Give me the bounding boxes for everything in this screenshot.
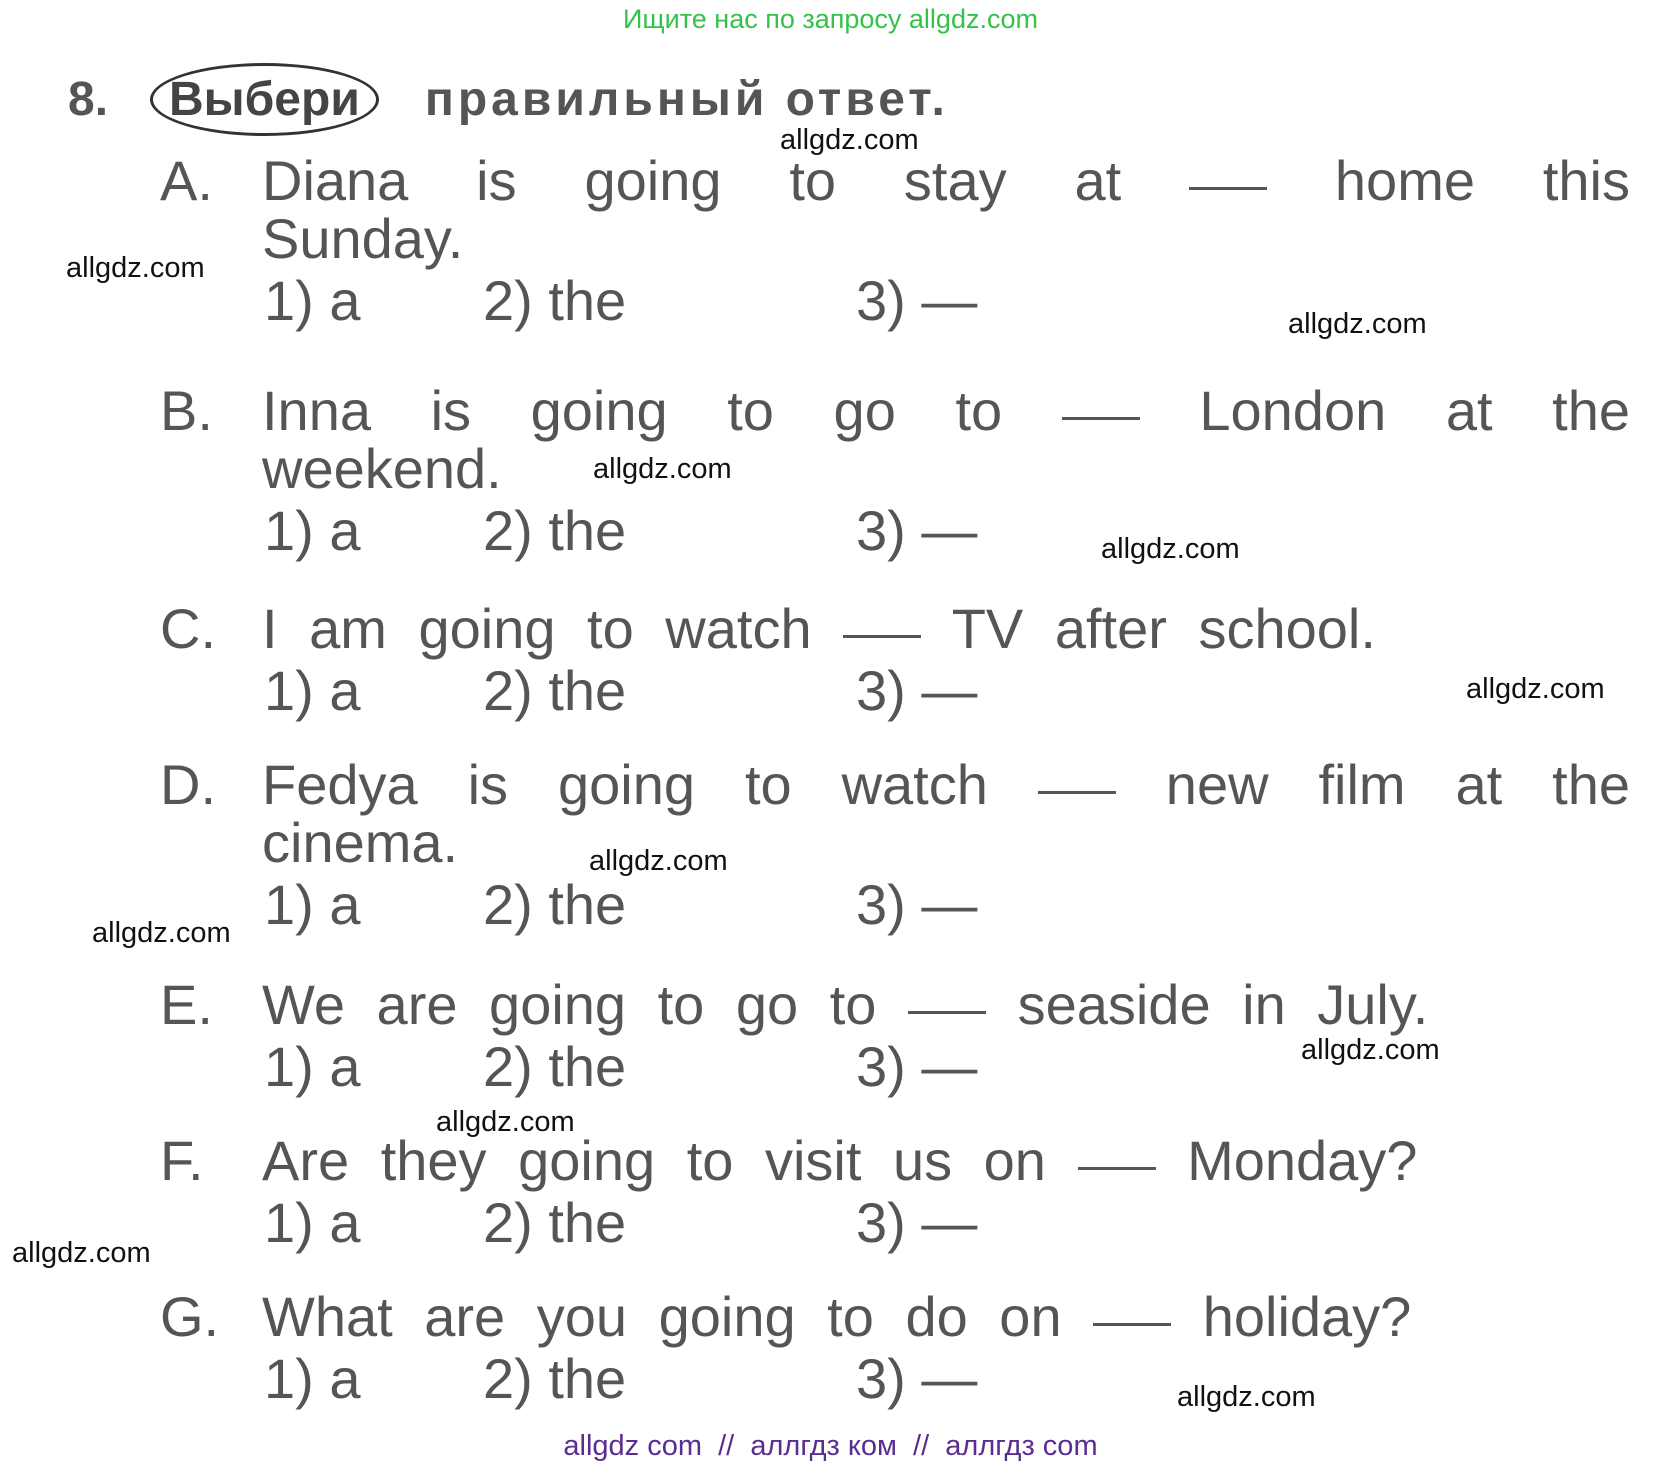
task-number: 8.	[68, 72, 109, 126]
answer-blank[interactable]	[908, 1011, 986, 1014]
question-letter: F.	[160, 1129, 204, 1192]
answer-blank[interactable]	[1062, 417, 1140, 420]
watermark: allgdz.com	[1466, 673, 1605, 705]
question-text-before: Diana is going to stay at	[262, 149, 1122, 212]
question-text	[262, 754, 1630, 816]
option-3[interactable]: 3) —	[856, 659, 978, 722]
question-text-after: home this	[1334, 149, 1630, 212]
question-text-after: London at the	[1199, 379, 1630, 442]
question-g	[160, 1286, 1630, 1410]
answer-options	[160, 874, 1630, 936]
question-text-before: Fedya is going to watch	[262, 753, 988, 816]
question-a	[160, 150, 1630, 332]
option-2[interactable]: 2) the	[483, 659, 627, 722]
answer-blank[interactable]	[1093, 1323, 1171, 1326]
answer-options	[160, 1192, 1630, 1254]
option-1[interactable]: 1) a	[264, 873, 361, 936]
question-continuation: weekend.	[262, 437, 502, 500]
watermark: allgdz.com	[1288, 308, 1427, 340]
question-d	[160, 754, 1630, 936]
question-text-before: We are going to go to	[262, 973, 877, 1036]
watermark: allgdz.com	[1177, 1381, 1316, 1413]
question-text	[262, 974, 1428, 1036]
answer-blank[interactable]	[1189, 187, 1267, 190]
option-2[interactable]: 2) the	[483, 1035, 627, 1098]
watermark: allgdz.com	[593, 453, 732, 485]
question-text-after: holiday?	[1202, 1285, 1412, 1348]
watermark: allgdz.com	[589, 845, 728, 877]
watermark: allgdz.com	[66, 252, 205, 284]
question-text-after: new film at the	[1165, 753, 1631, 816]
question-c	[160, 598, 1630, 722]
question-continuation: cinema.	[262, 811, 459, 874]
answer-blank[interactable]	[1078, 1167, 1156, 1170]
question-text-before: Inna is going to go to	[262, 379, 1003, 442]
option-1[interactable]: 1) a	[264, 269, 361, 332]
answer-blank[interactable]	[1038, 791, 1116, 794]
watermark: allgdz.com	[780, 124, 919, 156]
option-3[interactable]: 3) —	[856, 1035, 978, 1098]
question-b	[160, 380, 1630, 562]
option-1[interactable]: 1) a	[264, 659, 361, 722]
option-3[interactable]: 3) —	[856, 499, 978, 562]
task-circled-word: Выбери	[150, 63, 379, 136]
option-1[interactable]: 1) a	[264, 499, 361, 562]
question-continuation: Sunday.	[262, 207, 464, 270]
answer-options	[160, 660, 1630, 722]
option-1[interactable]: 1) a	[264, 1347, 361, 1410]
option-3[interactable]: 3) —	[856, 1347, 978, 1410]
question-text	[262, 598, 1376, 660]
question-f	[160, 1130, 1630, 1254]
answer-options	[160, 1348, 1630, 1410]
option-3[interactable]: 3) —	[856, 1191, 978, 1254]
watermark: allgdz.com	[12, 1237, 151, 1269]
answer-options	[160, 500, 1630, 562]
watermark: allgdz.com	[436, 1106, 575, 1138]
option-2[interactable]: 2) the	[483, 1191, 627, 1254]
option-2[interactable]: 2) the	[483, 1347, 627, 1410]
option-1[interactable]: 1) a	[264, 1035, 361, 1098]
question-letter: E.	[160, 973, 213, 1036]
question-text-after: seaside in July.	[1017, 973, 1429, 1036]
watermark: allgdz.com	[1301, 1034, 1440, 1066]
option-2[interactable]: 2) the	[483, 873, 627, 936]
question-letter: G.	[160, 1285, 220, 1348]
question-text-after: Monday?	[1187, 1129, 1418, 1192]
top-banner: Ищите нас по запросу allgdz.com	[623, 4, 1038, 34]
option-3[interactable]: 3) —	[856, 269, 978, 332]
question-text-before: Are they going to visit us on	[262, 1129, 1046, 1192]
question-text-before: What are you going to do on	[262, 1285, 1062, 1348]
task-instruction: правильный ответ.	[424, 72, 949, 126]
question-letter: D.	[160, 753, 216, 816]
option-1[interactable]: 1) a	[264, 1191, 361, 1254]
watermark: allgdz.com	[1101, 533, 1240, 565]
question-text	[262, 380, 1630, 442]
question-letter: A.	[160, 149, 213, 212]
question-text	[262, 150, 1630, 212]
question-text	[262, 1130, 1417, 1192]
question-letter: B.	[160, 379, 213, 442]
question-letter: C.	[160, 597, 216, 660]
option-3[interactable]: 3) —	[856, 873, 978, 936]
answer-blank[interactable]	[843, 635, 921, 638]
question-text-before: I am going to watch	[262, 597, 812, 660]
option-2[interactable]: 2) the	[483, 269, 627, 332]
watermark: allgdz.com	[92, 917, 231, 949]
question-text-after: TV after school.	[951, 597, 1376, 660]
footer-watermark: allgdz com // аллгдз ком // аллгдз com	[563, 1430, 1098, 1462]
option-2[interactable]: 2) the	[483, 499, 627, 562]
question-text	[262, 1286, 1411, 1348]
